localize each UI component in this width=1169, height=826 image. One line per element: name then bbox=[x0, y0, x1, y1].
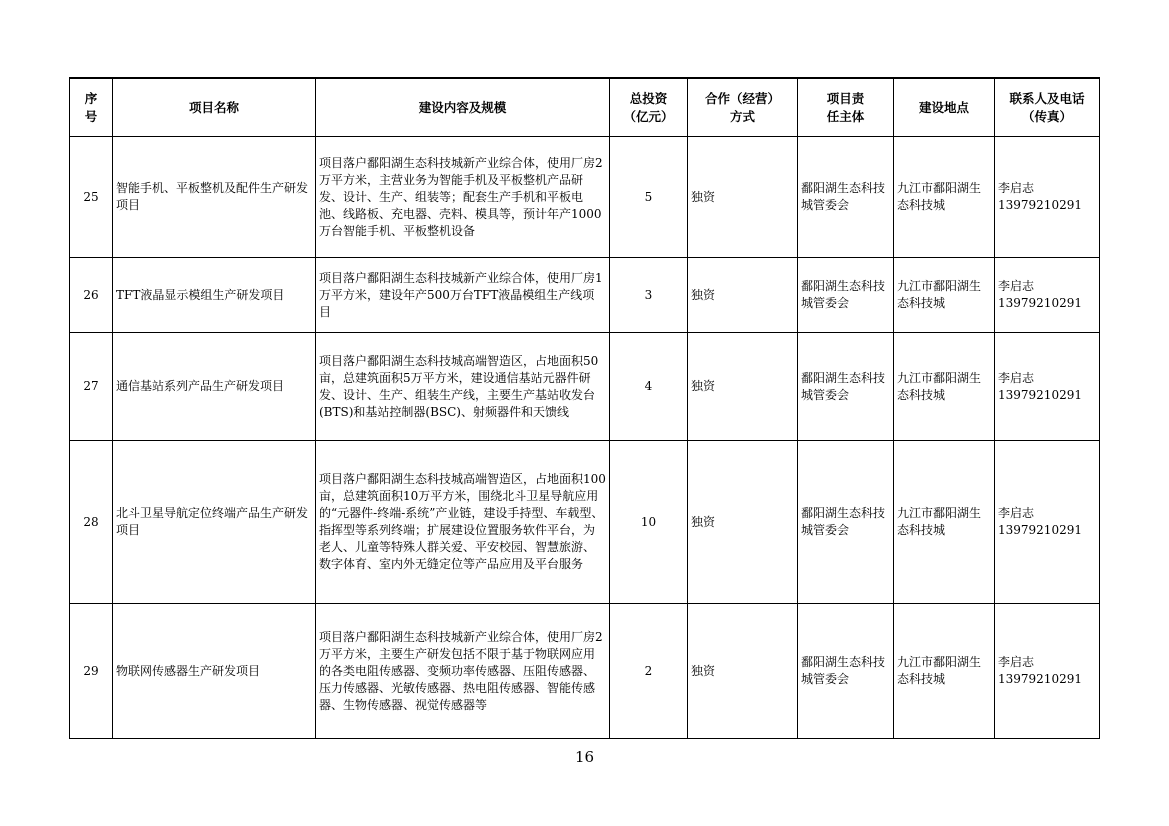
row-cooperation-mode: 独资 bbox=[688, 258, 798, 333]
row-location: 九江市鄱阳湖生态科技城 bbox=[894, 258, 995, 333]
row-project-name: 北斗卫星导航定位终端产品生产研发项目 bbox=[113, 441, 316, 604]
row-investment: 4 bbox=[610, 333, 688, 441]
row-cooperation-mode: 独资 bbox=[688, 333, 798, 441]
header-seq: 序 号 bbox=[70, 78, 113, 137]
row-location: 九江市鄱阳湖生态科技城 bbox=[894, 604, 995, 739]
contact-name: 李启志 bbox=[998, 279, 1035, 293]
contact-name: 李启志 bbox=[998, 506, 1035, 520]
row-contact bbox=[995, 137, 1100, 258]
header-name: 项目名称 bbox=[113, 78, 316, 137]
row-contact bbox=[995, 604, 1100, 739]
row-content: 项目落户鄱阳湖生态科技城新产业综合体，使用厂房1万平方米，建设年产500万台TFT液晶模组生产线项目 bbox=[316, 258, 610, 333]
row-owner: 鄱阳湖生态科技城管委会 bbox=[798, 604, 894, 739]
row-cooperation-mode: 独资 bbox=[688, 441, 798, 604]
row-investment: 10 bbox=[610, 441, 688, 604]
table-row bbox=[70, 604, 1100, 739]
table-row bbox=[70, 258, 1100, 333]
row-cooperation-mode: 独资 bbox=[688, 137, 798, 258]
row-project-name: TFT液晶显示模组生产研发项目 bbox=[113, 258, 316, 333]
row-contact bbox=[995, 333, 1100, 441]
row-content: 项目落户鄱阳湖生态科技城新产业综合体，使用厂房2万平方米，主营业务为智能手机及平板整机产品研发、设计、生产、组装等；配套生产手机和平板电池、线路板、充电器、壳料、模具等，预计年产1000万台智能手机、平板整机设备 bbox=[316, 137, 610, 258]
table-row bbox=[70, 137, 1100, 258]
contact-phone: 13979210291 bbox=[998, 296, 1082, 310]
row-cooperation-mode: 独资 bbox=[688, 604, 798, 739]
header-owner: 项目责 任主体 bbox=[798, 78, 894, 137]
table-row bbox=[70, 441, 1100, 604]
header-invest: 总投资 （亿元） bbox=[610, 78, 688, 137]
header-content: 建设内容及规模 bbox=[316, 78, 610, 137]
row-location: 九江市鄱阳湖生态科技城 bbox=[894, 137, 995, 258]
row-project-name: 通信基站系列产品生产研发项目 bbox=[113, 333, 316, 441]
row-seq: 26 bbox=[70, 258, 113, 333]
row-owner: 鄱阳湖生态科技城管委会 bbox=[798, 333, 894, 441]
row-content: 项目落户鄱阳湖生态科技城新产业综合体，使用厂房2万平方米，主要生产研发包括不限于基于物联网应用的各类电阻传感器、变频功率传感器、压阻传感器、压力传感器、光敏传感器、热电阻传感器、智能传感器、生物传感器、视觉传感器等 bbox=[316, 604, 610, 739]
row-owner: 鄱阳湖生态科技城管委会 bbox=[798, 137, 894, 258]
row-investment: 2 bbox=[610, 604, 688, 739]
row-investment: 5 bbox=[610, 137, 688, 258]
contact-phone: 13979210291 bbox=[998, 672, 1082, 686]
row-location: 九江市鄱阳湖生态科技城 bbox=[894, 333, 995, 441]
row-investment: 3 bbox=[610, 258, 688, 333]
row-owner: 鄱阳湖生态科技城管委会 bbox=[798, 441, 894, 604]
row-seq: 27 bbox=[70, 333, 113, 441]
row-seq: 25 bbox=[70, 137, 113, 258]
row-contact bbox=[995, 258, 1100, 333]
row-content: 项目落户鄱阳湖生态科技城高端智造区，占地面积100亩，总建筑面积10万平方米，围绕北斗卫星导航应用的“元器件-终端-系统”产业链，建设手持型、车载型、指挥型等系列终端；扩展建设位置服务软件平台，为老人、儿童等特殊人群关爱、平安校园、智慧旅游、数字体育、室内外无缝定位等产品应用及平台服务 bbox=[316, 441, 610, 604]
row-project-name: 智能手机、平板整机及配件生产研发项目 bbox=[113, 137, 316, 258]
project-table bbox=[69, 77, 1100, 739]
row-location: 九江市鄱阳湖生态科技城 bbox=[894, 441, 995, 604]
row-contact bbox=[995, 441, 1100, 604]
header-mode: 合作（经营） 方式 bbox=[688, 78, 798, 137]
row-owner: 鄱阳湖生态科技城管委会 bbox=[798, 258, 894, 333]
contact-phone: 13979210291 bbox=[998, 198, 1082, 212]
header-contact: 联系人及电话 （传真） bbox=[995, 78, 1100, 137]
row-content: 项目落户鄱阳湖生态科技城高端智造区，占地面积50亩，总建筑面积5万平方米，建设通信基站元器件研发、设计、生产、组装生产线，主要生产基站收发台(BTS)和基站控制器(BSC)、射频器件和天馈线 bbox=[316, 333, 610, 441]
row-seq: 28 bbox=[70, 441, 113, 604]
row-project-name: 物联网传感器生产研发项目 bbox=[113, 604, 316, 739]
contact-name: 李启志 bbox=[998, 655, 1035, 669]
contact-phone: 13979210291 bbox=[998, 387, 1082, 402]
table-row bbox=[70, 333, 1100, 441]
header-location: 建设地点 bbox=[894, 78, 995, 137]
contact-name: 李启志 bbox=[998, 181, 1035, 195]
row-seq: 29 bbox=[70, 604, 113, 739]
table-header-row bbox=[70, 78, 1100, 137]
contact-phone: 13979210291 bbox=[998, 523, 1082, 537]
contact-name: 李启志 bbox=[998, 370, 1035, 385]
page-number: 16 bbox=[574, 748, 595, 766]
